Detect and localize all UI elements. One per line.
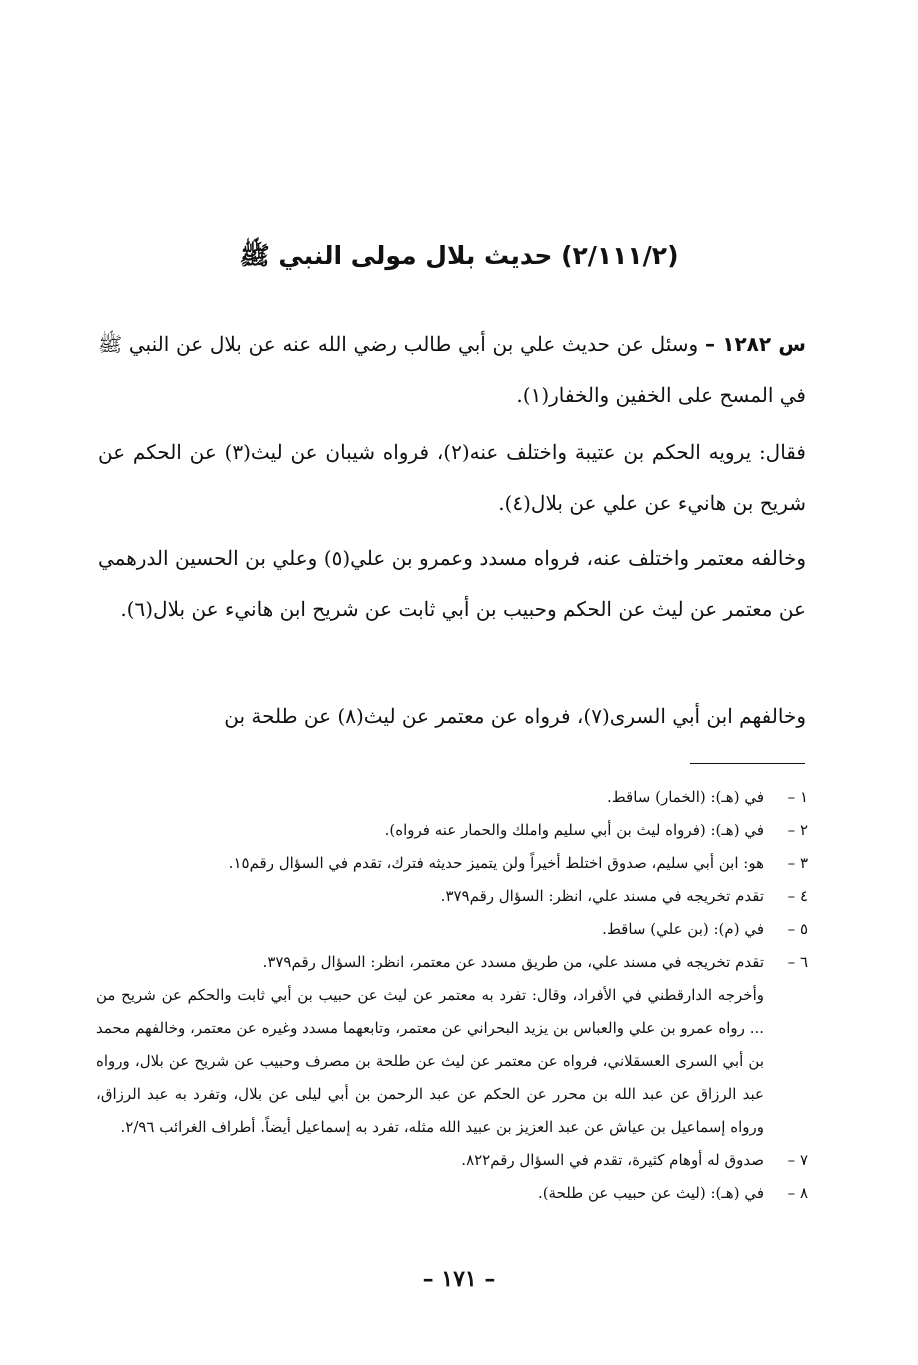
footnote-text: هو: ابن أبي سليم، صدوق اختلط أخيراً ولن يتميز حديثه فترك، تقدم في السؤال رقم١٥. [228, 854, 764, 872]
question-number: س ١٢٨٢ – [704, 332, 807, 356]
footnote-text: صدوق له أوهام كثيرة، تقدم في السؤال رقم٨٢٢. [461, 1151, 764, 1169]
footnote-text: في (هـ): (ليث عن حبيب عن طلحة). [537, 1184, 764, 1202]
footnotes [96, 781, 808, 1210]
paragraph-2: فقال: يرويه الحكم بن عتيبة واختلف عنه(٢)، فرواه شيبان عن ليث(٣) عن الحكم عن شريح بن هانيء عن علي عن بلال(٤). [98, 440, 806, 515]
footnote-3 [96, 847, 808, 880]
footnote-7 [96, 1144, 808, 1177]
paragraph-3: وخالفه معتمر واختلف عنه، فرواه مسدد وعمرو بن علي(٥) وعلي بن الحسين الدرهمي عن معتمر عن ليث عن الحكم وحبيب بن أبي ثابت عن شريح ابن هانيء عن بلال(٦). [98, 546, 807, 621]
footnote-number: ٤ – [787, 887, 808, 905]
footnote-number: ١ – [787, 788, 808, 806]
footnote-5 [96, 913, 808, 946]
footnote-text: تقدم تخريجه في مسند علي، من طريق مسدد عن معتمر، انظر: السؤال رقم٣٧٩. [262, 953, 764, 971]
section-title: (٢/١١١/٢) حديث بلال مولى النبي ﷺ [239, 241, 679, 270]
footnote-number: ٢ – [787, 821, 808, 839]
footnote-1 [96, 781, 808, 814]
footnote-8 [96, 1177, 808, 1210]
footnote-number: ٧ – [787, 1151, 808, 1169]
footnote-number: ٨ – [787, 1184, 808, 1202]
paragraph-1 [98, 319, 806, 421]
footnote-text: تقدم تخريجه في مسند علي، انظر: السؤال رقم٣٧٩. [440, 887, 764, 905]
footnote-4 [96, 880, 808, 913]
footnote-number: ٥ – [787, 920, 808, 938]
footnote-number: ٦ – [787, 953, 808, 971]
footnote-6-continuation: وأخرجه الدارقطني في الأفراد، وقال: تفرد به معتمر عن ليث عن حبيب بن أبي ثابت والحكم عن شريح من ... رواه عمرو بن علي والعباس بن يزيد البحراني عن معتمر، وتابعهما مسدد وغيره عن معتمر، وخالفهم محمد بن أبي السرى العسقلاني، فرواه عن معتمر عن ليث عن طلحة بن مصرف وحبيب عن شريح عن بلال، ورواه عبد الرزاق عن عبد الله بن محرر عن الحكم عن عبد الرحمن بن أبي ليلى عن بلال، وتفرد به عبد الرزاق، ورواه إسماعيل بن عياش عن عبد العزيز بن عبيد الله مثله، تفرد به إسماعيل أيضاً. أطراف الغرائب ٢/٩٦. [96, 986, 764, 1136]
paragraph-1-text: وسئل عن حديث علي بن أبي طالب رضي الله عنه عن بلال عن النبي ﷺ في المسح على الخفين والخفار(١). [98, 332, 806, 407]
footnote-2 [96, 814, 808, 847]
footnote-6 [96, 946, 808, 979]
paragraph-4: وخالفهم ابن أبي السرى(٧)، فرواه عن معتمر عن ليث(٨) عن طلحة بن [224, 704, 806, 728]
footnote-divider [690, 763, 805, 764]
page-number: – ١٧١ – [422, 1266, 496, 1292]
footnote-text: في (هـ): (الخمار) ساقط. [607, 788, 764, 806]
footnote-text: في (م): (بن علي) ساقط. [602, 920, 764, 938]
footnote-number: ٣ – [787, 854, 808, 872]
footnote-text: في (هـ): (فرواه ليث بن أبي سليم واملك والحمار عنه فرواه). [384, 821, 764, 839]
